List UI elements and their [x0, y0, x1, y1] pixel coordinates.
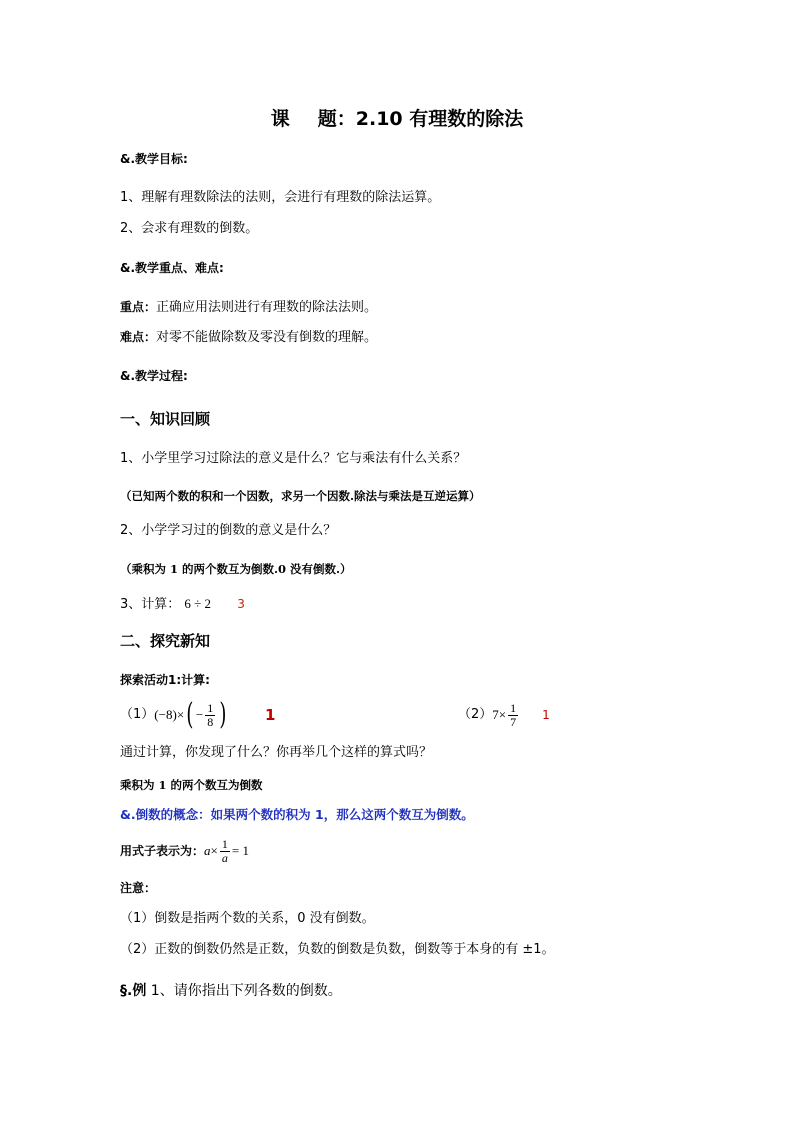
difficulty-text: 对零不能做除数及零没有倒数的理解。 [156, 330, 378, 345]
objectives-heading: &.教学目标: [120, 152, 188, 166]
problem-2 [458, 698, 550, 732]
title-prefix: 课 [270, 108, 290, 130]
section2-heading: 二、探究新知 [120, 632, 211, 650]
difficulty-label: 难点： [120, 330, 157, 344]
note-1: （1）倒数是指两个数的关系，0 没有倒数。 [120, 911, 375, 926]
q3-expression: 6 ÷ 2 [184, 596, 212, 611]
fraction-one-over-a [220, 838, 230, 865]
review-question-2: 2、小学学习过的倒数的意义是什么？ [120, 523, 337, 538]
objective-item-1: 1、理解有理数除法的法则，会进行有理数的除法运算。 [120, 190, 441, 205]
negative-sign: − [195, 707, 204, 722]
left-paren: ( [186, 697, 194, 732]
fraction-denominator: 8 [207, 714, 214, 729]
problem-1-a-value: −8 [158, 707, 173, 722]
formula-equals: = 1 [231, 843, 249, 858]
fraction-numerator: 1 [207, 700, 214, 715]
review-answer-1: （已知两个数的积和一个因数，求另一个因数.除法与乘法是互逆运算） [120, 489, 481, 503]
example-number: 1 [150, 983, 160, 999]
q3-label: 3、计算： [120, 597, 181, 612]
example-line [120, 982, 342, 1000]
problem-1-label: （1） [120, 707, 155, 722]
difficulty-line [120, 328, 377, 347]
page-title [0, 106, 794, 132]
focus-text: 正确应用法则进行有理数的除法法则。 [156, 300, 378, 315]
formula-line [120, 834, 249, 868]
formula-a: a [204, 843, 211, 858]
problem-1 [120, 698, 275, 732]
fraction-denominator: 7 [510, 714, 517, 729]
problem-2-answer: 1 [542, 708, 550, 722]
formula-label: 用式子表示为： [120, 844, 205, 858]
reciprocal-conclusion: 乘积为 1 的两个数互为倒数 [120, 778, 263, 792]
review-question-3 [120, 595, 245, 614]
example-label: §.例 [120, 983, 147, 999]
activity-label: 探索活动1:计算: [120, 673, 210, 687]
example-text: 、请你指出下列各数的倒数。 [159, 983, 342, 999]
right-paren: ) [219, 697, 227, 732]
note-2: （2）正数的倒数仍然是正数，负数的倒数是负数，倒数等于本身的有 ±1。 [120, 942, 555, 957]
problem-1-term-a: (−8) [154, 707, 177, 722]
problem-1-answer: 1 [264, 706, 276, 724]
fraction-numerator: 1 [510, 700, 517, 715]
fraction-one-seventh [508, 702, 518, 729]
review-question-1: 1、小学里学习过除法的意义是什么？它与乘法有什么关系？ [120, 451, 467, 466]
problem-2-label: （2） [458, 707, 493, 722]
q3-answer: 3 [237, 597, 245, 611]
times-sign: × [176, 707, 185, 722]
objective-item-2: 2、会求有理数的倒数。 [120, 221, 259, 236]
section1-heading: 一、知识回顾 [120, 410, 211, 428]
times-sign: × [498, 707, 507, 722]
problem-2-a-value: 7 [492, 707, 499, 722]
focus-label: 重点： [120, 300, 157, 314]
review-answer-2: （乘积为 1 的两个数互为倒数.0 没有倒数.） [120, 562, 352, 576]
reciprocal-concept: &.倒数的概念：如果两个数的积为 1，那么这两个数互为倒数。 [120, 807, 474, 822]
discover-question: 通过计算，你发现了什么？你再举几个这样的算式吗？ [120, 745, 433, 760]
fraction-denominator: a [221, 850, 228, 865]
note-heading: 注意： [120, 881, 157, 895]
title-text: 题：2.10 有理数的除法 [317, 108, 524, 130]
fraction-one-eighth [205, 702, 215, 729]
focus-line [120, 298, 377, 317]
keypoints-heading: &.教学重点、难点: [120, 261, 224, 275]
times-sign: × [210, 843, 218, 858]
fraction-numerator: 1 [221, 836, 228, 851]
process-heading: &.教学过程: [120, 369, 188, 383]
